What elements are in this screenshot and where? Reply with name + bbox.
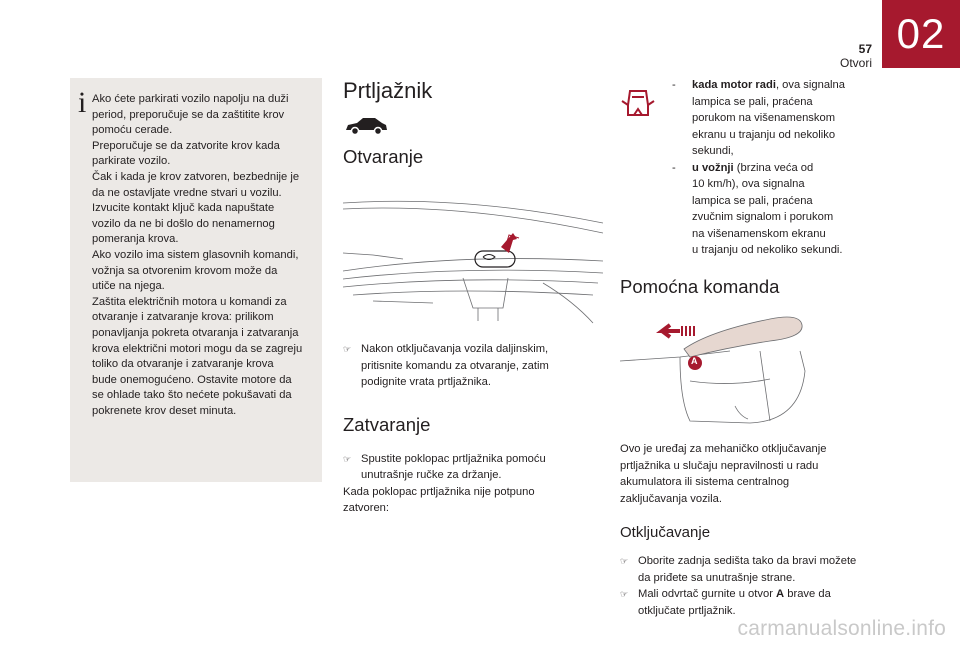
bullet-arrow-icon: ☞	[620, 556, 629, 566]
page-header	[840, 42, 872, 70]
page-number: 57	[858, 42, 872, 56]
auxiliary-control-description: Ovo je uređaj za mehaničko otključavanje prtljažnika u slučaju nepravilnosti u radu akumulatora ili sistema centralnog zaključavanja vozila.	[620, 443, 827, 505]
watermark: carmanualsonline.info	[737, 617, 946, 640]
bullet-arrow-icon: ☞	[343, 453, 352, 464]
unlocking-heading: Otključavanje	[620, 524, 711, 541]
open-door-warning-icon	[620, 85, 656, 126]
trunk-opening-illustration	[343, 183, 603, 333]
closing-note: Kada poklopac prtljažnika nije potpuno zatvoren:	[343, 485, 535, 514]
bullet-arrow-icon: ☞	[343, 344, 352, 354]
opening-instruction: ☞ Nakon otključavanja vozila daljinskim, pritisnite komandu za otvaranje, zatim podignite vrata prtljažnika.	[343, 343, 549, 388]
unlocking-step-2: ☞ Mali odvrtač gurnite u otvor A brave da otključate prtljažnik.	[620, 588, 831, 617]
closing-heading: Zatvaranje	[343, 413, 431, 435]
warning-item-driving: - u vožnji (brzina veća od 10 km/h), ova signalna lampica se pali, praćena zvučnim signalom i porukom na višenamenskom ekranu u trajanju od nekoliko sekundi.	[672, 161, 843, 256]
section-title: Otvori	[839, 56, 872, 70]
emergency-release-illustration	[620, 311, 892, 431]
info-box	[70, 78, 322, 482]
warning-item-engine-running: - kada motor radi, ova signalna lampica se pali, praćena porukom na višenamenskom ekranu u trajanju od nekoliko sekundi,	[672, 79, 845, 157]
trunk-column	[343, 75, 603, 517]
warning-list	[620, 75, 892, 275]
unlocking-step-1: ☞ Oborite zadnja sedišta tako da bravi možete da priđete sa unutrašnje strane.	[620, 555, 857, 584]
auxiliary-control-heading: Pomoćna komanda	[620, 276, 780, 297]
closing-instruction: ☞ Spustite poklopac prtljažnika pomoću unutrašnje ručke za držanje.	[343, 452, 546, 481]
opening-heading: Otvaranje	[343, 146, 424, 167]
callout-label-a: A	[691, 356, 698, 366]
bullet-arrow-icon: ☞	[620, 589, 629, 599]
chapter-number: 02	[896, 10, 946, 57]
chapter-tab	[882, 0, 960, 68]
auxiliary-column	[620, 75, 892, 619]
page-title: Prtljažnik	[343, 78, 433, 103]
car-icon	[343, 113, 603, 139]
info-icon: i	[78, 86, 87, 119]
info-text: Ako ćete parkirati vozilo napolju na duži period, preporučuje se da zaštitite krov pomoću cerade. Preporučuje se da zatvorite krov kada parkirate vozilo. Čak i kada je krov zatvoren, bezbednije je da ne ostavljate vredne stvari u vozilu. Izvucite kontakt ključ kada napuštate vozilo da ne bi došlo do nenamernog pomeranja krova. Ako vozilo ima sistem glasovnih komandi, vožnja sa otvorenim krovom može da utiče na njega. Zaštita električnih motora u komandi za otvaranje i zatvaranje krova: prilikom ponavljanja pokreta otvaranja i zatvaranja krova električni motori mogu da se zagreju toliko da otvaranje i zatvaranje krova bude onemogućeno. Ostavite motore da se ohlade tako što nećete pokušavati da pokrenete krov deset minuta.	[92, 93, 303, 417]
